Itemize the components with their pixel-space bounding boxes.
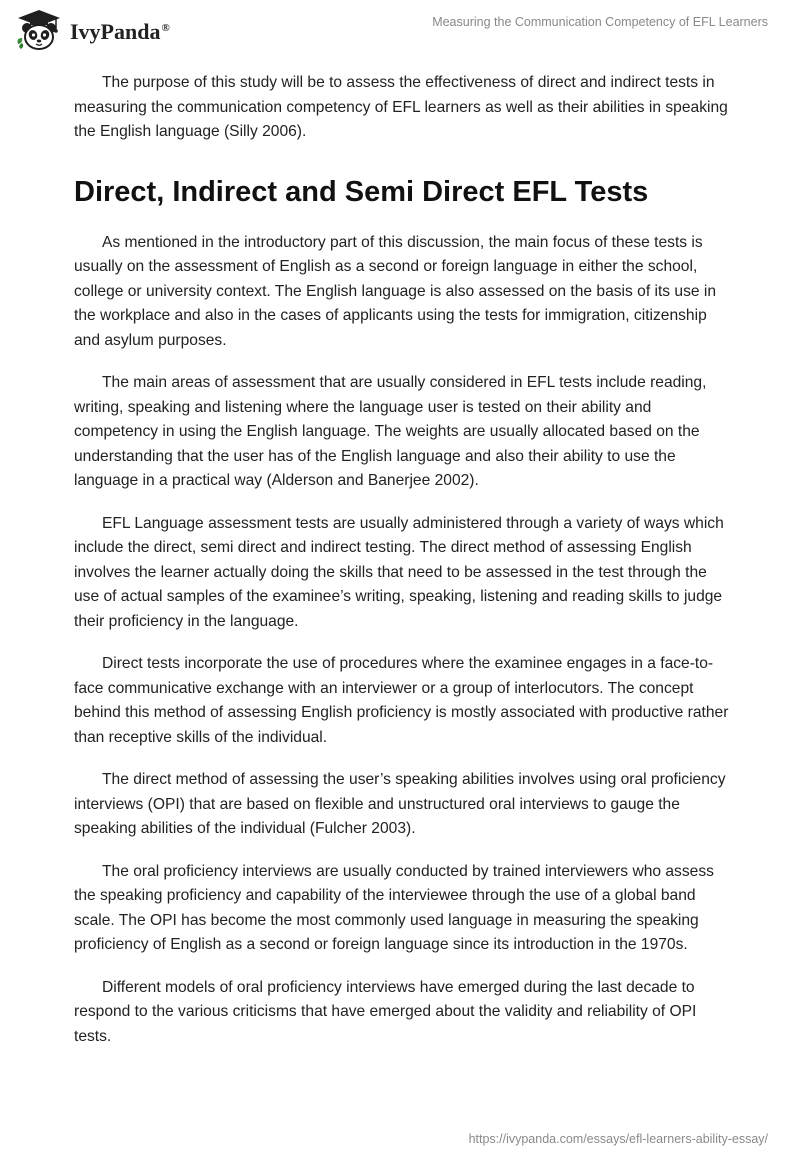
essay-content <box>74 71 730 1049</box>
panda-mascot-icon <box>14 8 64 52</box>
page-header <box>0 0 800 60</box>
source-url-link[interactable]: https://ivypanda.com/essays/efl-learners-ability-essay/ <box>468 1132 768 1146</box>
body-paragraph: The direct method of assessing the user’s speaking abilities involves using oral proficiency interviews (OPI) that are based on flexible and unstructured oral interviews to gauge the speaking abilities of the individual (Fulcher 2003). <box>74 771 726 837</box>
body-paragraph: Different models of oral proficiency interviews have emerged during the last decade to respond to the various criticisms that have emerged about the validity and reliability of OPI tests. <box>74 978 697 1045</box>
body-paragraph: The main areas of assessment that are usually considered in EFL tests include reading, writing, speaking and listening where the language user is tested on their ability and competency in using the English language. The weights are usually allocated based on the understanding that the user has of the English language and also their ability to use the language in a practical way (Alderson and Banerjee 2002). <box>74 374 707 489</box>
document-title: Measuring the Communication Competency of EFL Learners <box>432 15 768 29</box>
body-paragraph: Direct tests incorporate the use of procedures where the examinee engages in a face-to-face communicative exchange with an interviewer or a group of interlocutors. The concept behind this method of assessing English proficiency is mostly associated with productive rather than receptive skills of the individual. <box>74 655 729 746</box>
brand-name: IvyPanda® <box>70 19 170 44</box>
brand-logo[interactable] <box>14 8 170 52</box>
intro-paragraph: The purpose of this study will be to assess the effectiveness of direct and indirect tests in measuring the communication competency of EFL learners as well as their abilities in speaking the English language (Silly 2006). <box>74 74 728 140</box>
body-paragraph: As mentioned in the introductory part of this discussion, the main focus of these tests is usually on the assessment of English as a second or foreign language in either the school, college or university context. The English language is also assessed on the basis of its use in the workplace and also in the cases of applicants using the tests for immigration, citizenship and asylum purposes. <box>74 233 717 349</box>
body-paragraph: EFL Language assessment tests are usually administered through a variety of ways which include the direct, semi direct and indirect testing. The direct method of assessing English involves the learner actually doing the skills that need to be assessed in the test through the use of actual samples of the examinee’s writing, speaking, listening and reading skills to judge their proficiency in the language. <box>74 514 724 630</box>
body-paragraph: The oral proficiency interviews are usually conducted by trained interviewers who assess the speaking proficiency and capability of the interviewee through the use of a global band scale. The OPI has become the most commonly used language in measuring the speaking proficiency of English as a second or foreign language since its introduction in the 1970s. <box>74 862 714 953</box>
section-heading: Direct, Indirect and Semi Direct EFL Tests <box>74 175 649 208</box>
